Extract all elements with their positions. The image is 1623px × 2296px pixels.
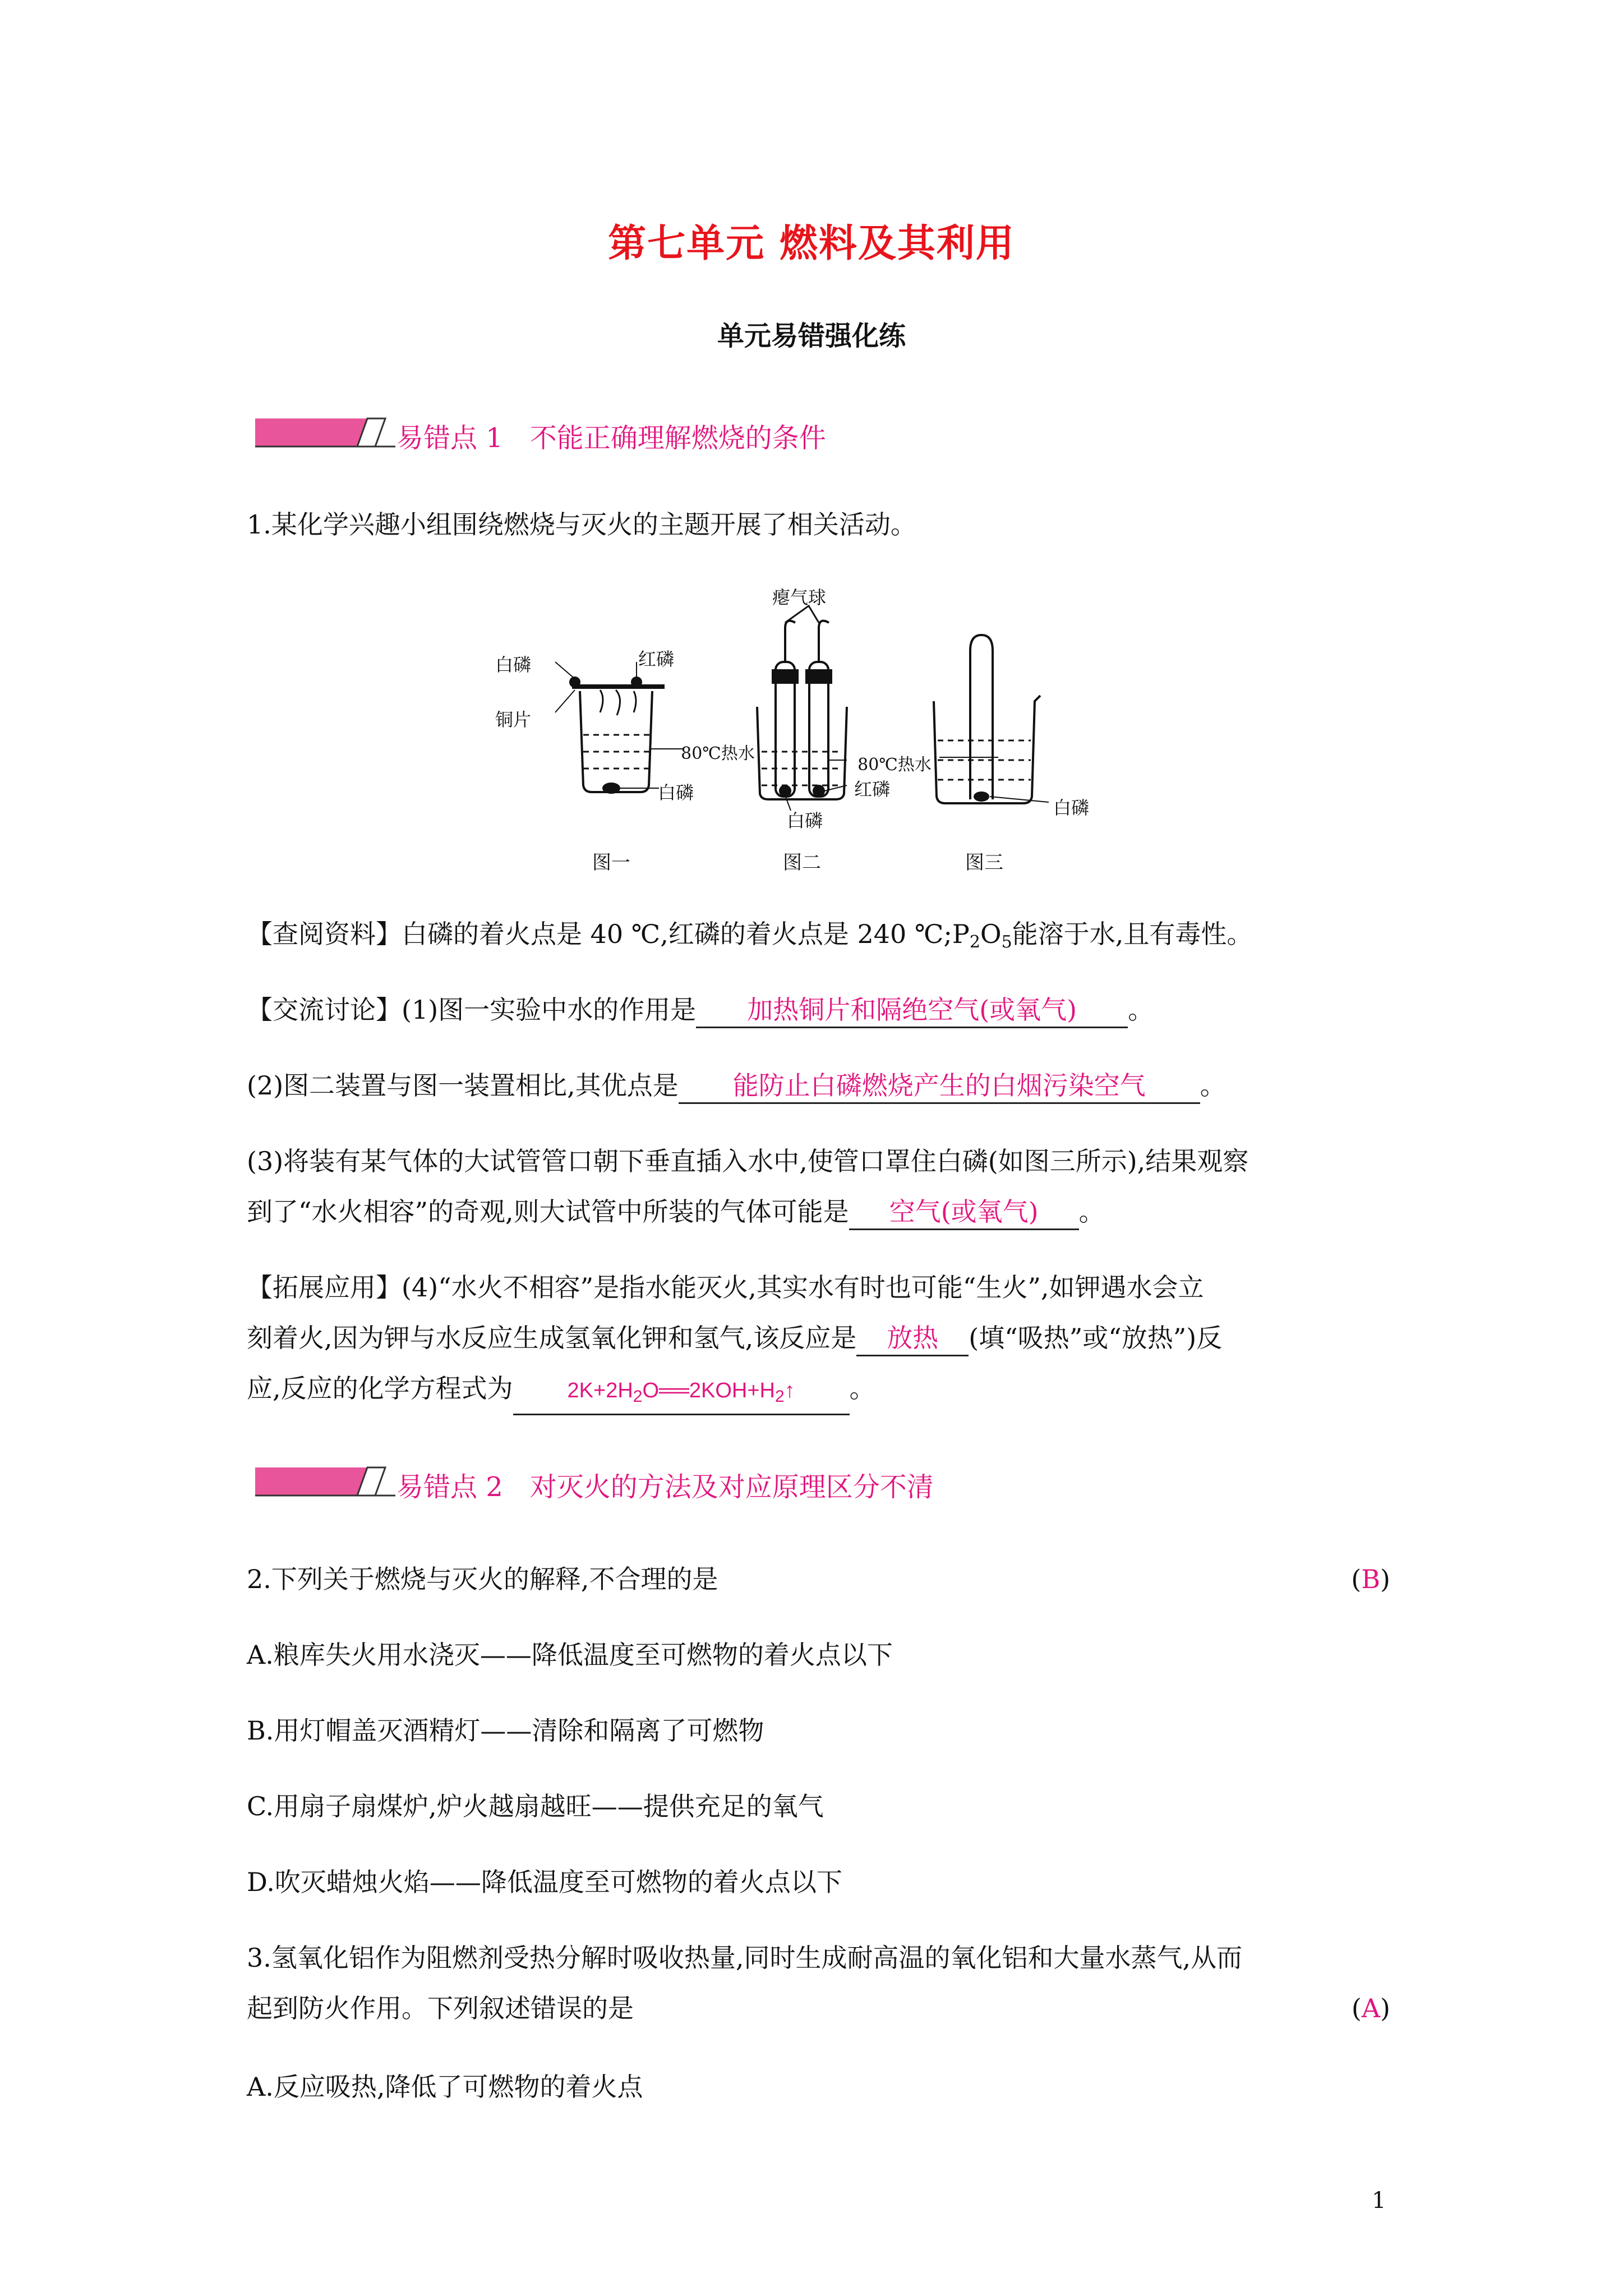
label-copper-plate: 铜片 (495, 709, 531, 730)
question-2-option-d: D.吹灭蜡烛火焰——降低温度至可燃物的着火点以下 (247, 1867, 842, 1897)
question-1-part-4-line-2: 刻着火,因为钾与水反应生成氢氧化钾和氢气,该反应是 放热 (填“吸热”或“放热”)反 (247, 1321, 1222, 1356)
question-3-option-a: A.反应吸热,降低了可燃物的着火点 (247, 2072, 643, 2102)
section-label: 易错点 1 不能正确理解燃烧的条件 (396, 422, 826, 454)
figure-3-apparatus (934, 635, 1040, 803)
apparatus-diagram (522, 572, 1105, 830)
label-red-phosphorus: 红磷 (638, 648, 674, 670)
page-title: 第七单元 燃料及其利用 (608, 222, 1015, 266)
answer-1-1: 加热铜片和隔绝空气(或氧气) (696, 993, 1128, 1028)
figure-2-caption: 图二 (783, 852, 821, 874)
section-banner-icon (255, 415, 395, 451)
question-1-part-3-line-1: (3)将装有某气体的大试管管口朝下垂直插入水中,使管口罩住白磷(如图三所示),结果观察 (247, 1146, 1249, 1176)
label-red-phosphorus-2: 红磷 (854, 779, 890, 800)
info-tag: 【查阅资料】 (247, 919, 402, 949)
label-white-phosphorus: 白磷 (495, 654, 531, 675)
page-subtitle: 单元易错强化练 (717, 320, 906, 352)
question-2-option-b: B.用灯帽盖灭酒精灯——清除和隔离了可燃物 (247, 1715, 764, 1746)
question-3-stem-line-2: 起到防火作用。下列叙述错误的是 (247, 1993, 634, 2023)
question-2-answer: (B) (1351, 1564, 1390, 1594)
label-white-phosphorus-2: 白磷 (786, 810, 823, 831)
label-hot-water-1: 80℃热水 (681, 744, 755, 763)
answer-1-3: 空气(或氧气) (849, 1195, 1079, 1230)
label-balloon: 瘪气球 (772, 587, 826, 608)
question-1-stem: 1.某化学兴趣小组围绕燃烧与灭火的主题开展了相关活动。 (247, 509, 916, 540)
page-number: 1 (1372, 2188, 1386, 2214)
question-2-option-c: C.用扇子扇煤炉,炉火越扇越旺——提供充足的氧气 (247, 1791, 824, 1821)
label-white-phosphorus-3: 白磷 (1053, 797, 1089, 818)
info-text: 白磷的着火点是 40 ℃,红磷的着火点是 240 ℃;P (402, 919, 970, 949)
question-3-answer: (A) (1351, 1993, 1390, 2023)
question-1-part-1: 【交流讨论】(1)图一实验中水的作用是 加热铜片和隔绝空气(或氧气) 。 (247, 993, 1154, 1028)
question-1-part-4-line-3: 应,反应的化学方程式为 $2K+2H_2O══2KOH+H_2↑$ 。 (247, 1372, 875, 1415)
answer-1-4-equation: $2K+2H_2O══2KOH+H_2↑$ (513, 1374, 850, 1415)
section-banner-icon (255, 1464, 395, 1500)
question-2-stem: 2.下列关于燃烧与灭火的解释,不合理的是 (247, 1564, 718, 1594)
answer-1-2: 能防止白磷燃烧产生的白烟污染空气 (679, 1069, 1200, 1104)
figure-1-caption: 图一 (592, 852, 630, 874)
figure-2-apparatus (757, 606, 847, 799)
figure-1-apparatus (570, 678, 665, 793)
question-1-part-2: (2)图二装置与图一装置相比,其优点是 能防止白磷燃烧产生的白烟污染空气 。 (247, 1069, 1226, 1104)
question-2-option-a: A.粮库失火用水浇灭——降低温度至可燃物的着火点以下 (247, 1640, 893, 1670)
figure-3-caption: 图三 (965, 852, 1003, 874)
question-1-part-4-line-1: 【拓展应用】(4)“水火不相容”是指水能灭火,其实水有时也可能“生火”,如钾遇水会立 (247, 1272, 1204, 1303)
section-label: 易错点 2 对灭火的方法及对应原理区分不清 (396, 1471, 934, 1503)
answer-1-4-heat: 放热 (856, 1321, 969, 1356)
info-line: 【查阅资料】白磷的着火点是 40 ℃,红磷的着火点是 240 $℃;P_2O_5$能溶于水,且有毒性。 (247, 919, 1253, 952)
question-1-part-3-line-2: 到了“水火相容”的奇观,则大试管中所装的气体可能是 空气(或氧气) 。 (247, 1195, 1105, 1230)
label-hot-water-2: 80℃热水 (857, 755, 932, 775)
question-3-stem-line-1: 3.氢氧化铝作为阻燃剂受热分解时吸收热量,同时生成耐高温的氧化铝和大量水蒸气,从而 (247, 1943, 1243, 1973)
label-white-phosphorus-1b: 白磷 (657, 782, 694, 803)
